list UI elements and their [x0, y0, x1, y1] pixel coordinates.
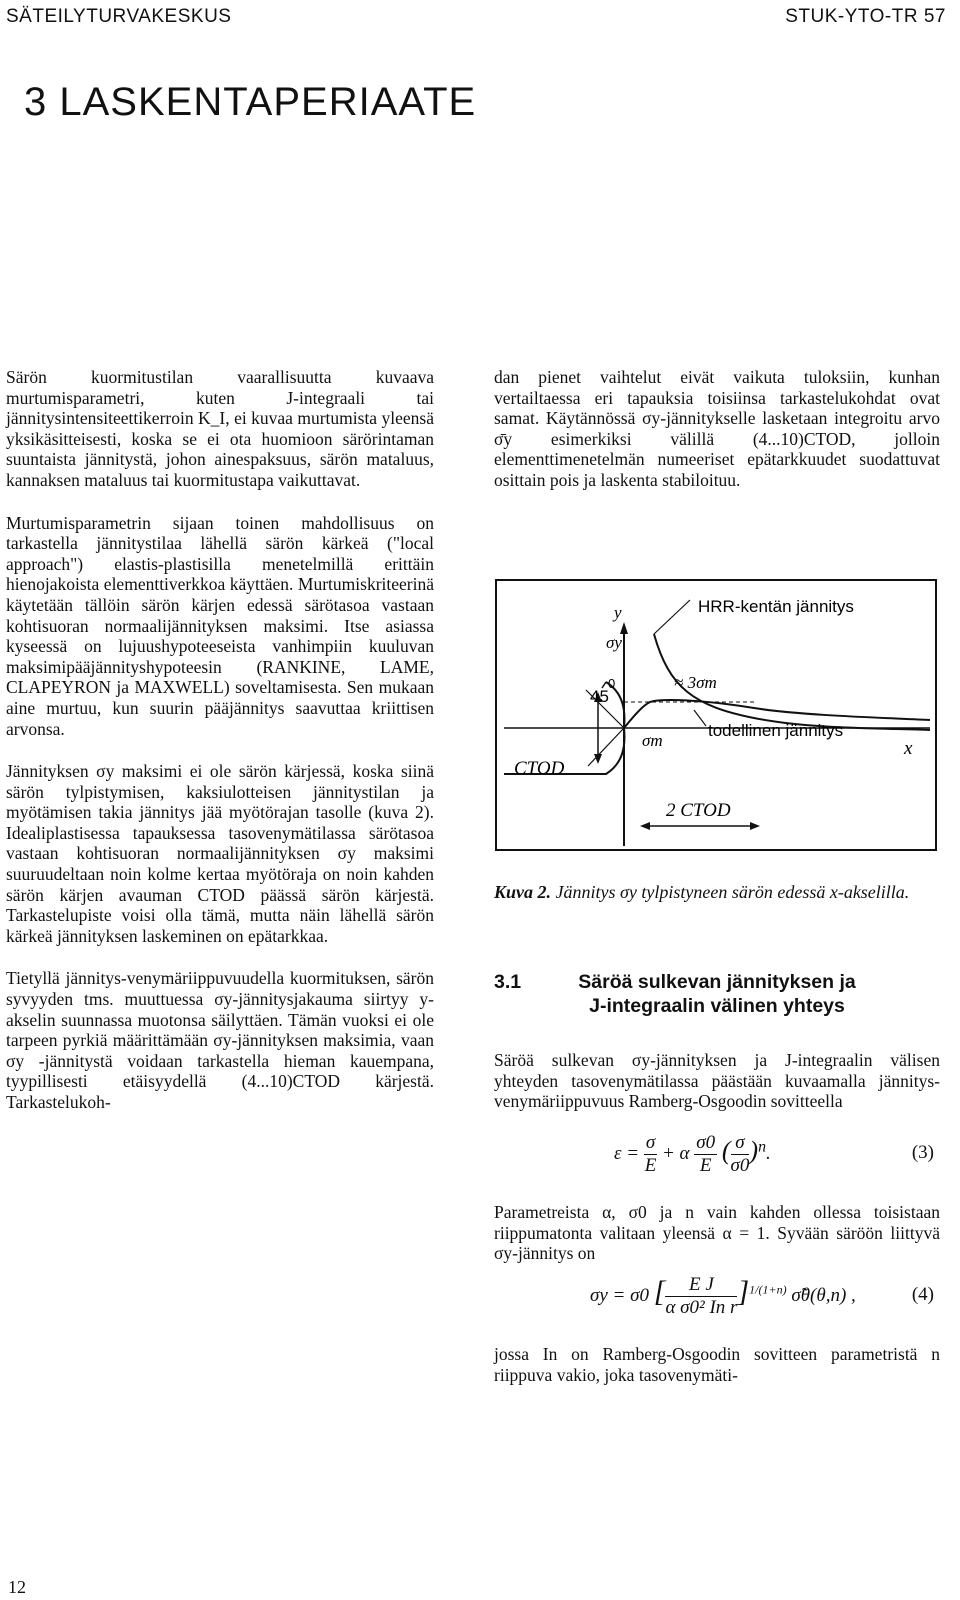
figure-stress-diagram	[494, 578, 938, 863]
caption-prefix: Kuva 2.	[494, 882, 552, 902]
eq3-number: (3)	[911, 1142, 934, 1163]
eq4-number: (4)	[911, 1284, 934, 1305]
peak-label: ≈ 3σm	[674, 673, 717, 692]
section-title-line2: J-integraalin välinen yhteys	[589, 995, 845, 1017]
paragraph: jossa In on Ramberg-Osgoodin sovitteen parametristä n riippuva vakio, joka tasovenymäti-	[494, 1344, 940, 1385]
eq4-frac: $\frac{\text{E J}}{\text{α σ0² In r}}$	[665, 1274, 738, 1318]
eq4-exponent: 1/(1+n)	[749, 1282, 787, 1297]
actual-label: todellinen jännitys	[708, 721, 844, 740]
left-column	[6, 367, 434, 1135]
caption-text: Jännitys σy tylpistyneen särön edessä x-akselilla.	[555, 882, 910, 902]
sigma-y-label: σy	[606, 633, 622, 652]
eq3-exponent: n	[758, 1138, 766, 1156]
paragraph: Tietyllä jännitys-venymäriippuvuudella kuormituksen, särön syvyyden tms. muuttuessa σy-jännitysjakauma siirtyy y-akselin suunnassa muotonsa säilyttäen. Tämän vuoksi ei ole tarpeen pyrkiä määrittämään σy-jännityksen maksimia, vaan σy -jännitystä voidaan tarkastella hieman kauempana, tyypillisesti etäisyydellä (4...10)CTOD kärjestä. Tarkastelukoh-	[6, 968, 434, 1112]
y-label: y	[614, 603, 622, 622]
paragraph: Särön kuormitustilan vaarallisuutta kuvaava murtumisparametri, kuten J-integraali tai jännitysintensiteettikerroin K_I, ei kuvaa murtumista yleensä yksikäsitteisesti, koska se ei ota huomioon särörintaman suuntaista jännitystä, johon ainespaksuus, särön mataluus, kannaksen mataluus tai kuormitustapa vaikuttavat.	[6, 367, 434, 490]
ctod-label: CTOD	[514, 758, 565, 779]
angle-label: 45	[590, 687, 609, 706]
stress-diagram-svg	[494, 578, 938, 863]
page-number: 12	[8, 1577, 26, 1597]
section-number: 3.1	[494, 971, 522, 993]
equation-4: σy = σ0 [ $\frac{\text{E J}}{\text{α σ0² In r}}$ ]$^{1/(1+n)}$ σ̃θ(θ,n) , (4)	[590, 1274, 934, 1318]
chapter-title: 3 LASKENTAPERIAATE	[24, 80, 477, 124]
degree-label: 0	[608, 676, 616, 691]
section-heading	[494, 970, 940, 1018]
eq3-frac2: $\frac{\sigma 0}{E}$	[696, 1132, 716, 1176]
paragraph: dan pienet vaihtelut eivät vaikuta tuloksiin, kunhan vertailtaessa eri tapauksia toisiinsa tarkastelukohdat ovat samat. Käytännössä σy-jännitykselle lasketaan integroitu arvo σ̄y esimerkiksi välillä (4...10)CTOD, jolloin elementtimenetelmän numeeriset epätarkkuudet suodattuvat osittain pois ja laskenta stabiloituu.	[494, 367, 940, 490]
running-header-right: STUK-YTO-TR 57	[785, 6, 946, 27]
hrr-label: HRR-kentän jännitys	[698, 597, 854, 616]
eq3-frac3: $\frac{\sigma}{\sigma 0}$	[730, 1132, 750, 1176]
x-label: x	[904, 738, 913, 759]
eq3-plus: + α	[661, 1142, 690, 1164]
paragraph: Säröä sulkevan σy-jännityksen ja J-integraalin välisen yhteyden tasovenymätilassa päästään kuvaamalla jännitys-venymäriippuvuus Ramberg-Osgoodin sovitteella	[494, 1050, 940, 1112]
right-column-top	[494, 367, 940, 513]
section-title-line1: Säröä sulkevan jännityksen ja	[578, 971, 856, 993]
paragraph: Jännityksen σy maksimi ei ole särön kärjessä, koska siinä särön tylpistymisen, kaksiulotteisen jännitystilan ja myötämisen takia jännitys jää myötörajan tasolle (kuva 2). Idealiplastisessa tapauksessa tasovenymätilassa särötasoa vastaan kohtisuoran normaalijännityksen σy maksimi suuruudeltaan noin kolme kertaa myötöraja on noin kahden särön kärjen avauman CTOD päässä särön kärjestä. Tarkastelupiste voisi olla tämä, mutta näin lähellä särön kärkeä jännityksen laskeminen on epätarkkaa.	[6, 761, 434, 946]
hrr-leader	[654, 600, 690, 634]
actual-leader	[694, 710, 706, 726]
eq4-lhs: σy = σ0	[590, 1284, 649, 1306]
figure-caption	[494, 882, 934, 903]
paragraph: Parametreista α, σ0 ja n vain kahden ollessa toisistaan riippumatonta valitaan yleensä α = 1. Syvään säröön liittyvä σy-jännitys on	[494, 1202, 940, 1264]
running-header-left: SÄTEILYTURVAKESKUS	[6, 6, 232, 27]
sigma-m-label: σm	[642, 731, 663, 750]
eq4-rhs: σ̃θ(θ,n) ,	[791, 1284, 856, 1306]
eq3-lhs: ε =	[614, 1142, 640, 1164]
equation-3: ε = $\frac{\sigma}{E}$ + α $\frac{\sigma 0}{E}$ ( $\frac{\sigma}{\sigma 0}$ )$^n$. (3)	[614, 1132, 934, 1176]
eq3-frac1: $\frac{\sigma}{E}$	[644, 1132, 657, 1176]
two-ctod-label: 2 CTOD	[666, 800, 731, 821]
paragraph: Murtumisparametrin sijaan toinen mahdollisuus on tarkastella jännitystilaa lähellä särön kärkeä ("local approach") elastis-plastisilla menetelmillä erittäin hienojakoista elementtiverkkoa käyttäen. Murtumiskriteerinä käytetään tällöin särön kärjen edessä särötasoa vastaan kohtisuoran normaalijännityksen maksimi. Itse asiassa kyseessä on lujuushypoteeseista vanhimpiin kuuluvan maksimipääjännityshypoteesin (RANKINE, LAME, CLAPEYRON ja MAXWELL) soveltamisesta. Sen mukaan aine murtuu, kun suurin pääjännitys saavuttaa kriittisen arvonsa.	[6, 512, 434, 739]
